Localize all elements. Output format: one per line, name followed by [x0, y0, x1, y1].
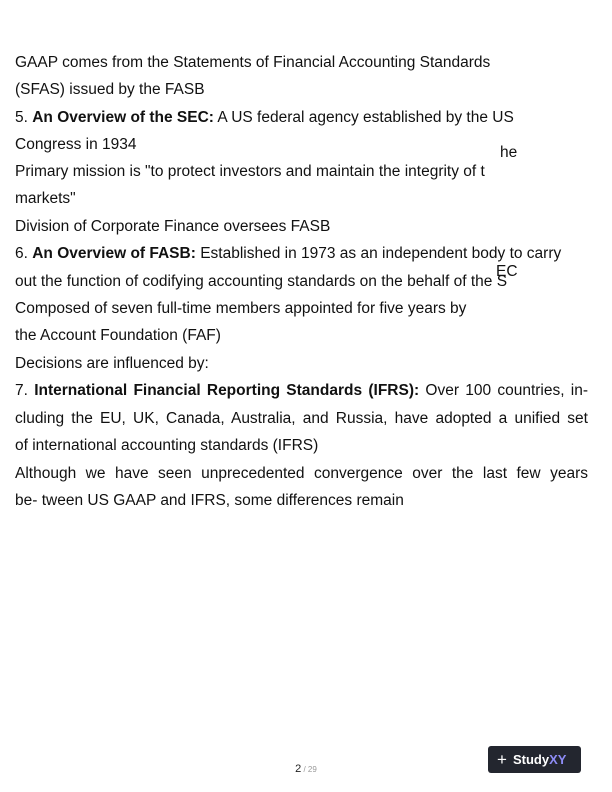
section-heading: An Overview of FASB: [32, 245, 196, 262]
stray-text: EC [496, 263, 518, 280]
body-line: Division of Corporate Finance oversees FASB [15, 218, 331, 235]
body-line: Although we have seen unprecedented convergence over the last few years [15, 465, 588, 482]
body-text: Over 100 countries, in- [419, 382, 588, 399]
section-number: 6. [15, 245, 33, 262]
stray-text: he [500, 144, 518, 161]
body-line: Congress in 1934 [15, 136, 137, 153]
body-line: the Account Foundation (FAF) [15, 327, 221, 344]
body-line: out the function of codifying accounting standards on the behalf of the S [15, 273, 508, 290]
section-5-line [15, 109, 514, 127]
body-line: Decisions are influenced by: [15, 355, 209, 372]
section-6-line [15, 245, 561, 263]
section-number: 7. [15, 382, 35, 399]
section-heading: International Financial Reporting Standards (IFRS): [34, 382, 420, 399]
body-line: Primary mission is "to protect investors and maintain the integrity of t [15, 163, 485, 180]
section-heading: An Overview of the SEC: [32, 109, 214, 126]
body-line: cluding the EU, UK, Canada, Australia, and Russia, have adopted a unified set [15, 410, 588, 427]
section-7-line [15, 382, 588, 400]
body-line: of international accounting standards (IFRS) [15, 437, 319, 454]
total-pages: / 29 [301, 765, 317, 774]
body-line: (SFAS) issued by the FASB [15, 81, 205, 98]
body-line: GAAP comes from the Statements of Financial Accounting Standards [15, 54, 491, 71]
body-line: Composed of seven full-time members appointed for five years by [15, 300, 467, 317]
current-page: 2 [295, 763, 302, 775]
studyxy-logo [488, 746, 581, 773]
body-line: markets" [15, 190, 76, 207]
body-text: Established in 1973 as an independent body to carry [195, 245, 562, 262]
plus-icon: + [497, 750, 507, 769]
body-line: be- tween US GAAP and IFRS, some differences remain [15, 492, 404, 509]
brand-name: StudyXY [512, 752, 567, 767]
section-number: 5. [15, 109, 33, 126]
body-text: A US federal agency established by the US [213, 109, 514, 126]
